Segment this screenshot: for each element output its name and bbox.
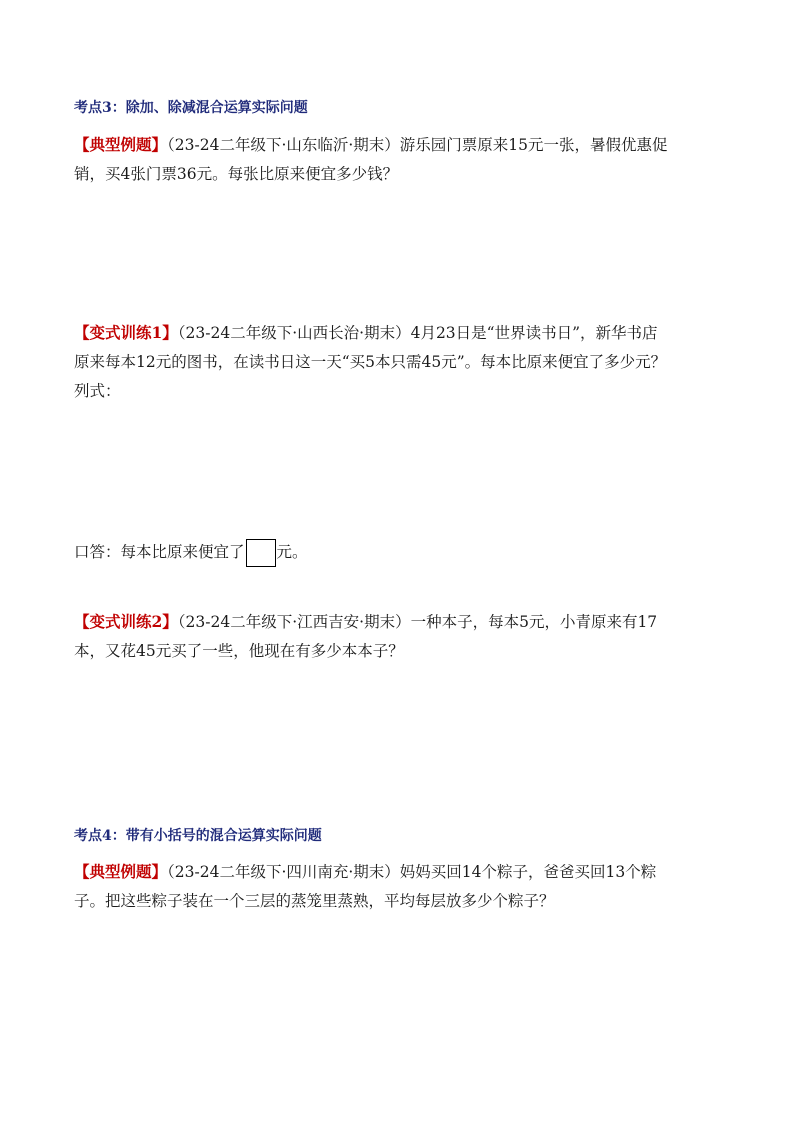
example-tag: 【典型例题】 bbox=[74, 135, 168, 154]
s4-example-line-2: 子。把这些粽子装在一个三层的蒸笼里蒸熟，平均每层放多少个粽子？ bbox=[74, 892, 555, 910]
practice2-line-1 bbox=[74, 607, 734, 637]
example-line-1 bbox=[74, 130, 734, 160]
practice2-tag: 【变式训练2】 bbox=[74, 612, 178, 631]
example-line-2: 销，买4张门票36元。每张比原来便宜多少钱？ bbox=[74, 165, 399, 183]
s4-example-text-1: （23-24二年级下·四川南充·期末）妈妈买回14个粽子，爸爸买回13个粽 bbox=[167, 863, 657, 881]
s4-example-line-1 bbox=[74, 857, 734, 887]
practice2-line-2: 本，又花45元买了一些，他现在有多少本本子？ bbox=[74, 642, 404, 660]
practice1-text-1: （23-24二年级下·山西长治·期末）4月23日是“世界读书日”，新华书店 bbox=[177, 324, 658, 342]
answer-prefix: 口答：每本比原来便宜了 bbox=[74, 543, 245, 561]
practice2-text-1: （23-24二年级下·江西吉安·期末）一种本子，每本5元，小青原来有17 bbox=[177, 613, 658, 631]
answer-suffix: 元。 bbox=[276, 543, 308, 561]
section4-heading: 考点4：带有小括号的混合运算实际问题 bbox=[74, 828, 322, 844]
practice1-formula-label: 列式： bbox=[74, 382, 121, 400]
practice1-line-1 bbox=[74, 318, 734, 348]
practice1-tag: 【变式训练1】 bbox=[74, 323, 178, 342]
practice1-line-2: 原来每本12元的图书，在读书日这一天“买5本只需45元”。每本比原来便宜了多少元？ bbox=[74, 353, 667, 371]
s4-example-tag: 【典型例题】 bbox=[74, 862, 168, 881]
section3-example bbox=[74, 130, 734, 189]
section4-example bbox=[74, 857, 734, 916]
practice1-answer-line bbox=[74, 538, 734, 567]
section3-practice1 bbox=[74, 318, 734, 406]
answer-box[interactable] bbox=[246, 539, 276, 567]
example-text-1: （23-24二年级下·山东临沂·期末）游乐园门票原来15元一张，暑假优惠促 bbox=[167, 136, 668, 154]
section3-heading: 考点3：除加、除减混合运算实际问题 bbox=[74, 100, 308, 116]
section3-practice2 bbox=[74, 607, 734, 666]
